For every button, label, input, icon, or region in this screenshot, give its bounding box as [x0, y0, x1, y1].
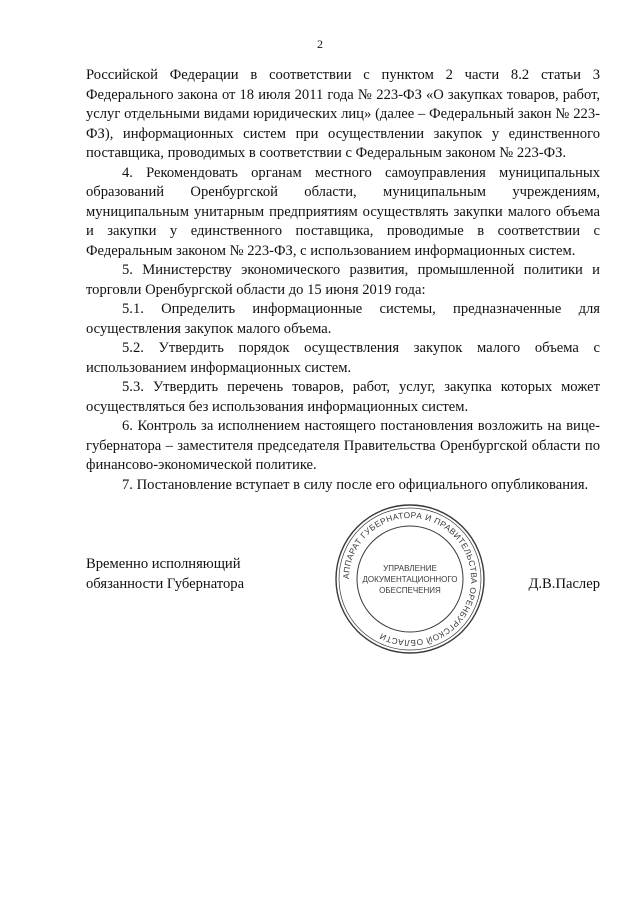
signature-title [86, 555, 244, 594]
stamp-center-line-3: ОБЕСПЕЧЕНИЯ [379, 586, 441, 595]
paragraph-continuation: Российской Федерации в соответствии с пунктом 2 части 8.2 статьи 3 Федерального закона от 18 июля 2011 года № 223-ФЗ «О закупках товаров, работ, услуг отдельными видами юридических лиц» (далее – Федеральный закон № 223-ФЗ), информационных систем при осуществлении закупок у единственного поставщика, проводимых в соответствии с Федеральным законом № 223-ФЗ. [86, 67, 600, 161]
paragraph-item-4: 4. Рекомендовать органам местного самоуправления муниципальных образований Оренбургской области, муниципальным учреждениям, муниципальным унитарным предприятиям осуществлять закупки малого объема и закупки у единственного поставщика, проводимые в соответствии с Федеральным законом № 223-ФЗ, с использованием информационных систем. [86, 164, 600, 259]
official-stamp [333, 502, 487, 656]
stamp-center-line-2: ДОКУМЕНТАЦИОННОГО [362, 575, 458, 584]
signer-name: Д.В.Паслер [528, 576, 600, 592]
paragraph-item-5-3: 5.3. Утвердить перечень товаров, работ, услуг, закупка которых может осуществляться без использования информационных систем. [86, 379, 600, 415]
paragraph-item-6: 6. Контроль за исполнением настоящего постановления возложить на вице-губернатора – заместителя председателя Правительства Оренбургской области по финансово-экономической политике. [86, 418, 600, 473]
signature-title-line-2: обязанности Губернатора [86, 575, 245, 592]
stamp-seal-graphic [333, 502, 487, 656]
page-number: 2 [317, 37, 323, 51]
paragraph-item-5-2: 5.2. Утвердить порядок осуществления закупок малого объема с использованием информационных систем. [86, 340, 600, 376]
stamp-ring-text: АППАРАТ ГУБЕРНАТОРА И ПРАВИТЕЛЬСТВА ОРЕНБУРГСКОЙ ОБЛАСТИ [340, 509, 480, 649]
document-body [86, 66, 600, 495]
stamp-center-line-1: УПРАВЛЕНИЕ [383, 564, 437, 573]
signature-title-line-1: Временно исполняющий [86, 556, 241, 572]
paragraph-item-5: 5. Министерству экономического развития, промышленной политики и торговли Оренбургской области до 15 июня 2019 года: [86, 262, 600, 298]
paragraph-item-7: 7. Постановление вступает в силу после его официального опубликования. [122, 476, 589, 493]
paragraph-item-5-1: 5.1. Определить информационные системы, предназначенные для осуществления закупок малого объема. [86, 301, 600, 337]
